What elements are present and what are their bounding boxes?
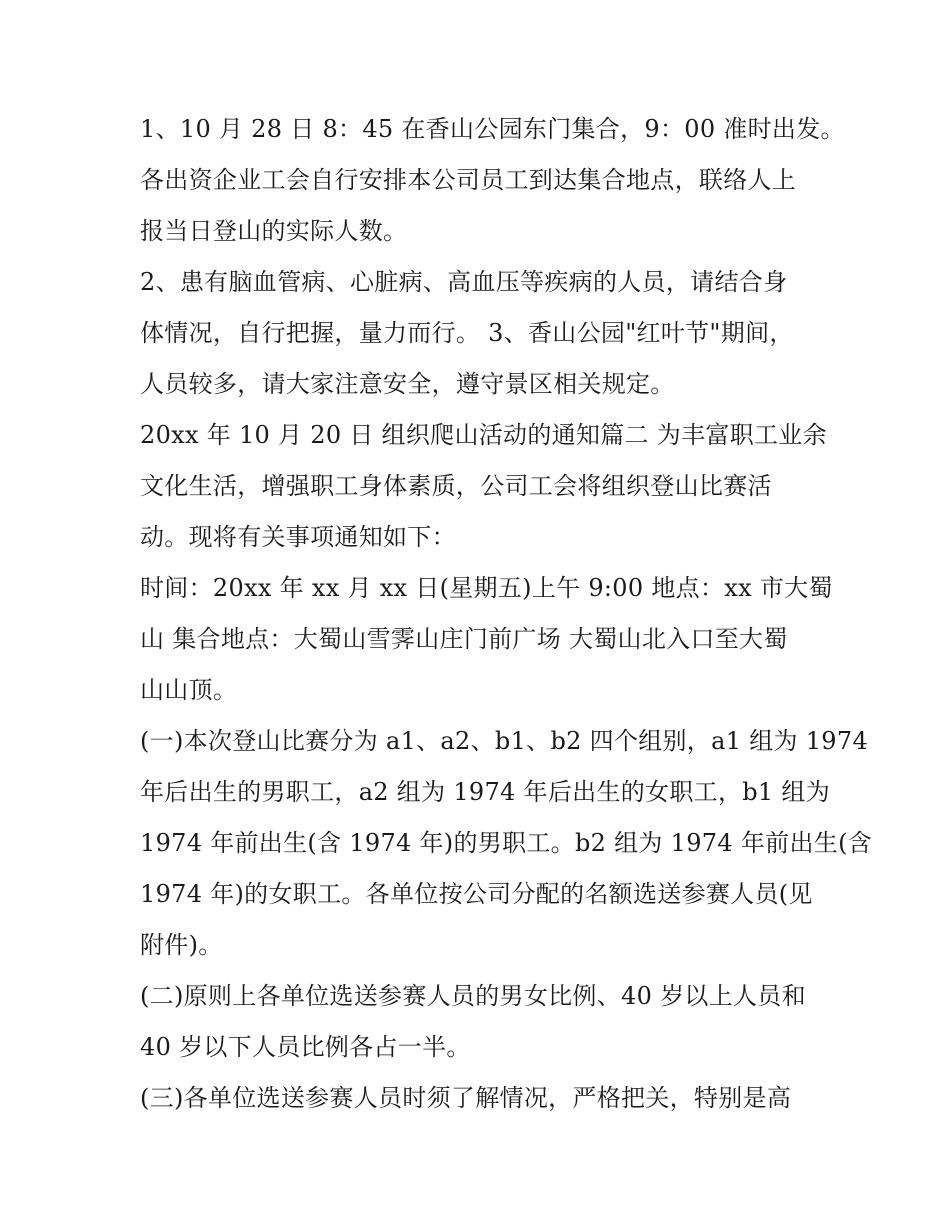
text-line: 文化生活，增强职工身体素质，公司工会将组织登山比赛活 [140,472,772,500]
text-line: 2、患有脑血管病、心脏病、高血压等疾病的人员，请结合身 [140,268,788,296]
text-line: 40 岁以下人员比例各占一半。 [140,1033,471,1061]
text-line: 时间：20xx 年 xx 月 xx 日(星期五)上午 9:00 地点：xx 市大蜀 [140,574,833,602]
text-line: 动。现将有关事项通知如下： [140,523,456,551]
text-line: 山山顶。 [140,676,238,704]
text-line: (一)本次登山比赛分为 a1、a2、b1、b2 四个组别，a1 组为 1974 [140,727,869,755]
text-line: 20xx 年 10 月 20 日 组织爬山活动的通知篇二 为丰富职工业余 [140,421,827,449]
text-line: 报当日登山的实际人数。 [140,217,408,245]
text-line: 体情况，自行把握，量力而行。 3、香山公园"红叶节"期间， [140,319,794,347]
text-line: 附件)。 [140,931,223,959]
text-line: 1974 年)的女职工。各单位按公司分配的名额选送参赛人员(见 [140,880,813,908]
text-line: (三)各单位选送参赛人员时须了解情况，严格把关，特别是高 [140,1084,792,1112]
text-line: 各出资企业工会自行安排本公司员工到达集合地点，联络人上 [140,166,797,194]
text-line: 年后出生的男职工，a2 组为 1974 年后出生的女职工，b1 组为 [140,778,831,806]
text-line: 1、10 月 28 日 8：45 在香山公园东门集合，9：00 准时出发。 [140,115,845,143]
document-body [140,104,873,1124]
text-line: (二)原则上各单位选送参赛人员的男女比例、40 岁以上人员和 [140,982,806,1010]
text-line: 山 集合地点：大蜀山雪霁山庄门前广场 大蜀山北入口至大蜀 [140,625,788,653]
text-line: 1974 年前出生(含 1974 年)的男职工。b2 组为 1974 年前出生(含 [140,829,873,857]
text-line: 人员较多，请大家注意安全，遵守景区相关规定。 [140,370,675,398]
